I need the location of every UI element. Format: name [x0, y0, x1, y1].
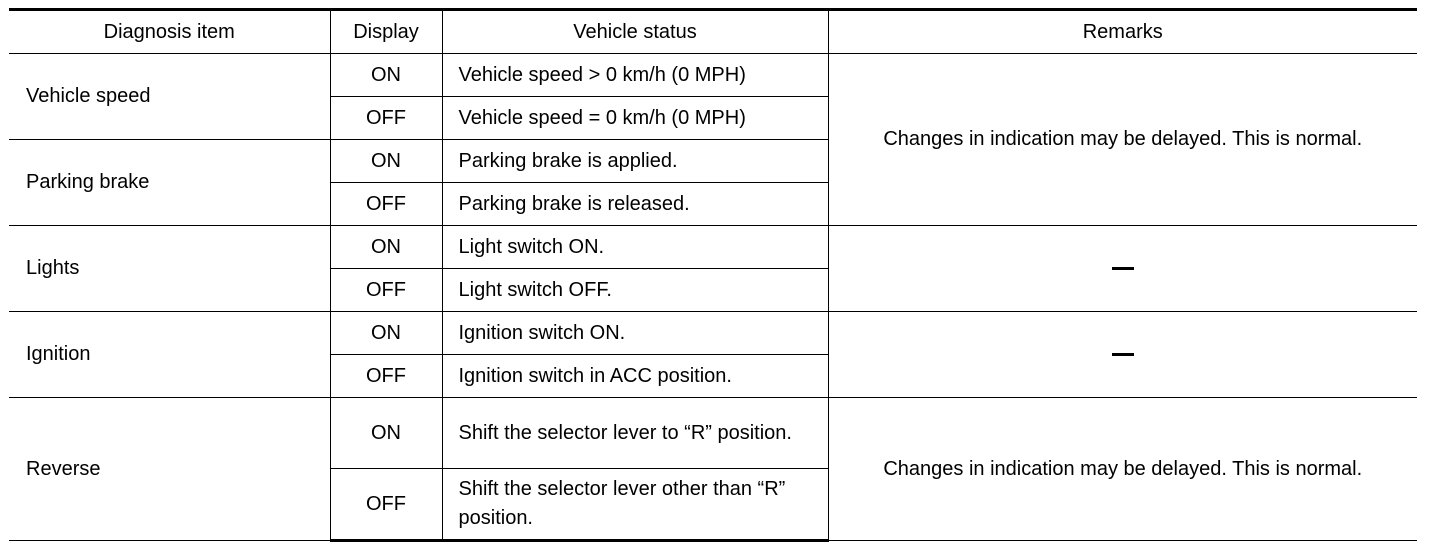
display-cell: OFF	[330, 269, 442, 312]
table-row	[9, 312, 1417, 355]
display-cell: ON	[330, 54, 442, 97]
display-cell: ON	[330, 226, 442, 269]
vehicle-status-cell: Vehicle speed = 0 km/h (0 MPH)	[442, 97, 828, 140]
vehicle-status-cell: Ignition switch ON.	[442, 312, 828, 355]
diagnosis-item-cell: Ignition	[9, 312, 330, 398]
diagnosis-item-cell: Reverse	[9, 398, 330, 541]
display-cell: ON	[330, 398, 442, 469]
display-cell: ON	[330, 312, 442, 355]
display-cell: OFF	[330, 97, 442, 140]
remarks-cell	[828, 226, 1417, 312]
remarks-cell	[828, 312, 1417, 398]
header-remarks: Remarks	[828, 10, 1417, 54]
display-cell: OFF	[330, 183, 442, 226]
header-vehicle-status: Vehicle status	[442, 10, 828, 54]
vehicle-status-cell: Parking brake is released.	[442, 183, 828, 226]
vehicle-status-cell: Light switch OFF.	[442, 269, 828, 312]
em-dash-icon	[1112, 267, 1134, 270]
vehicle-status-cell: Parking brake is applied.	[442, 140, 828, 183]
table-row	[9, 226, 1417, 269]
header-diagnosis-item: Diagnosis item	[9, 10, 330, 54]
vehicle-status-cell: Ignition switch in ACC position.	[442, 355, 828, 398]
vehicle-status-cell: Shift the selector lever other than “R” position.	[442, 469, 828, 541]
display-cell: OFF	[330, 355, 442, 398]
table-row	[9, 54, 1417, 97]
display-cell: OFF	[330, 469, 442, 541]
remarks-cell: Changes in indication may be delayed. This is normal.	[828, 398, 1417, 541]
diagnosis-item-cell: Vehicle speed	[9, 54, 330, 140]
display-cell: ON	[330, 140, 442, 183]
table-row	[9, 398, 1417, 469]
diagnosis-item-cell: Lights	[9, 226, 330, 312]
vehicle-status-cell: Light switch ON.	[442, 226, 828, 269]
vehicle-status-cell: Vehicle speed > 0 km/h (0 MPH)	[442, 54, 828, 97]
header-row	[9, 10, 1417, 54]
diagnosis-item-cell: Parking brake	[9, 140, 330, 226]
remarks-cell: Changes in indication may be delayed. This is normal.	[828, 54, 1417, 226]
diagnosis-table	[9, 8, 1417, 542]
vehicle-status-cell: Shift the selector lever to “R” position.	[442, 398, 828, 469]
header-display: Display	[330, 10, 442, 54]
em-dash-icon	[1112, 353, 1134, 356]
